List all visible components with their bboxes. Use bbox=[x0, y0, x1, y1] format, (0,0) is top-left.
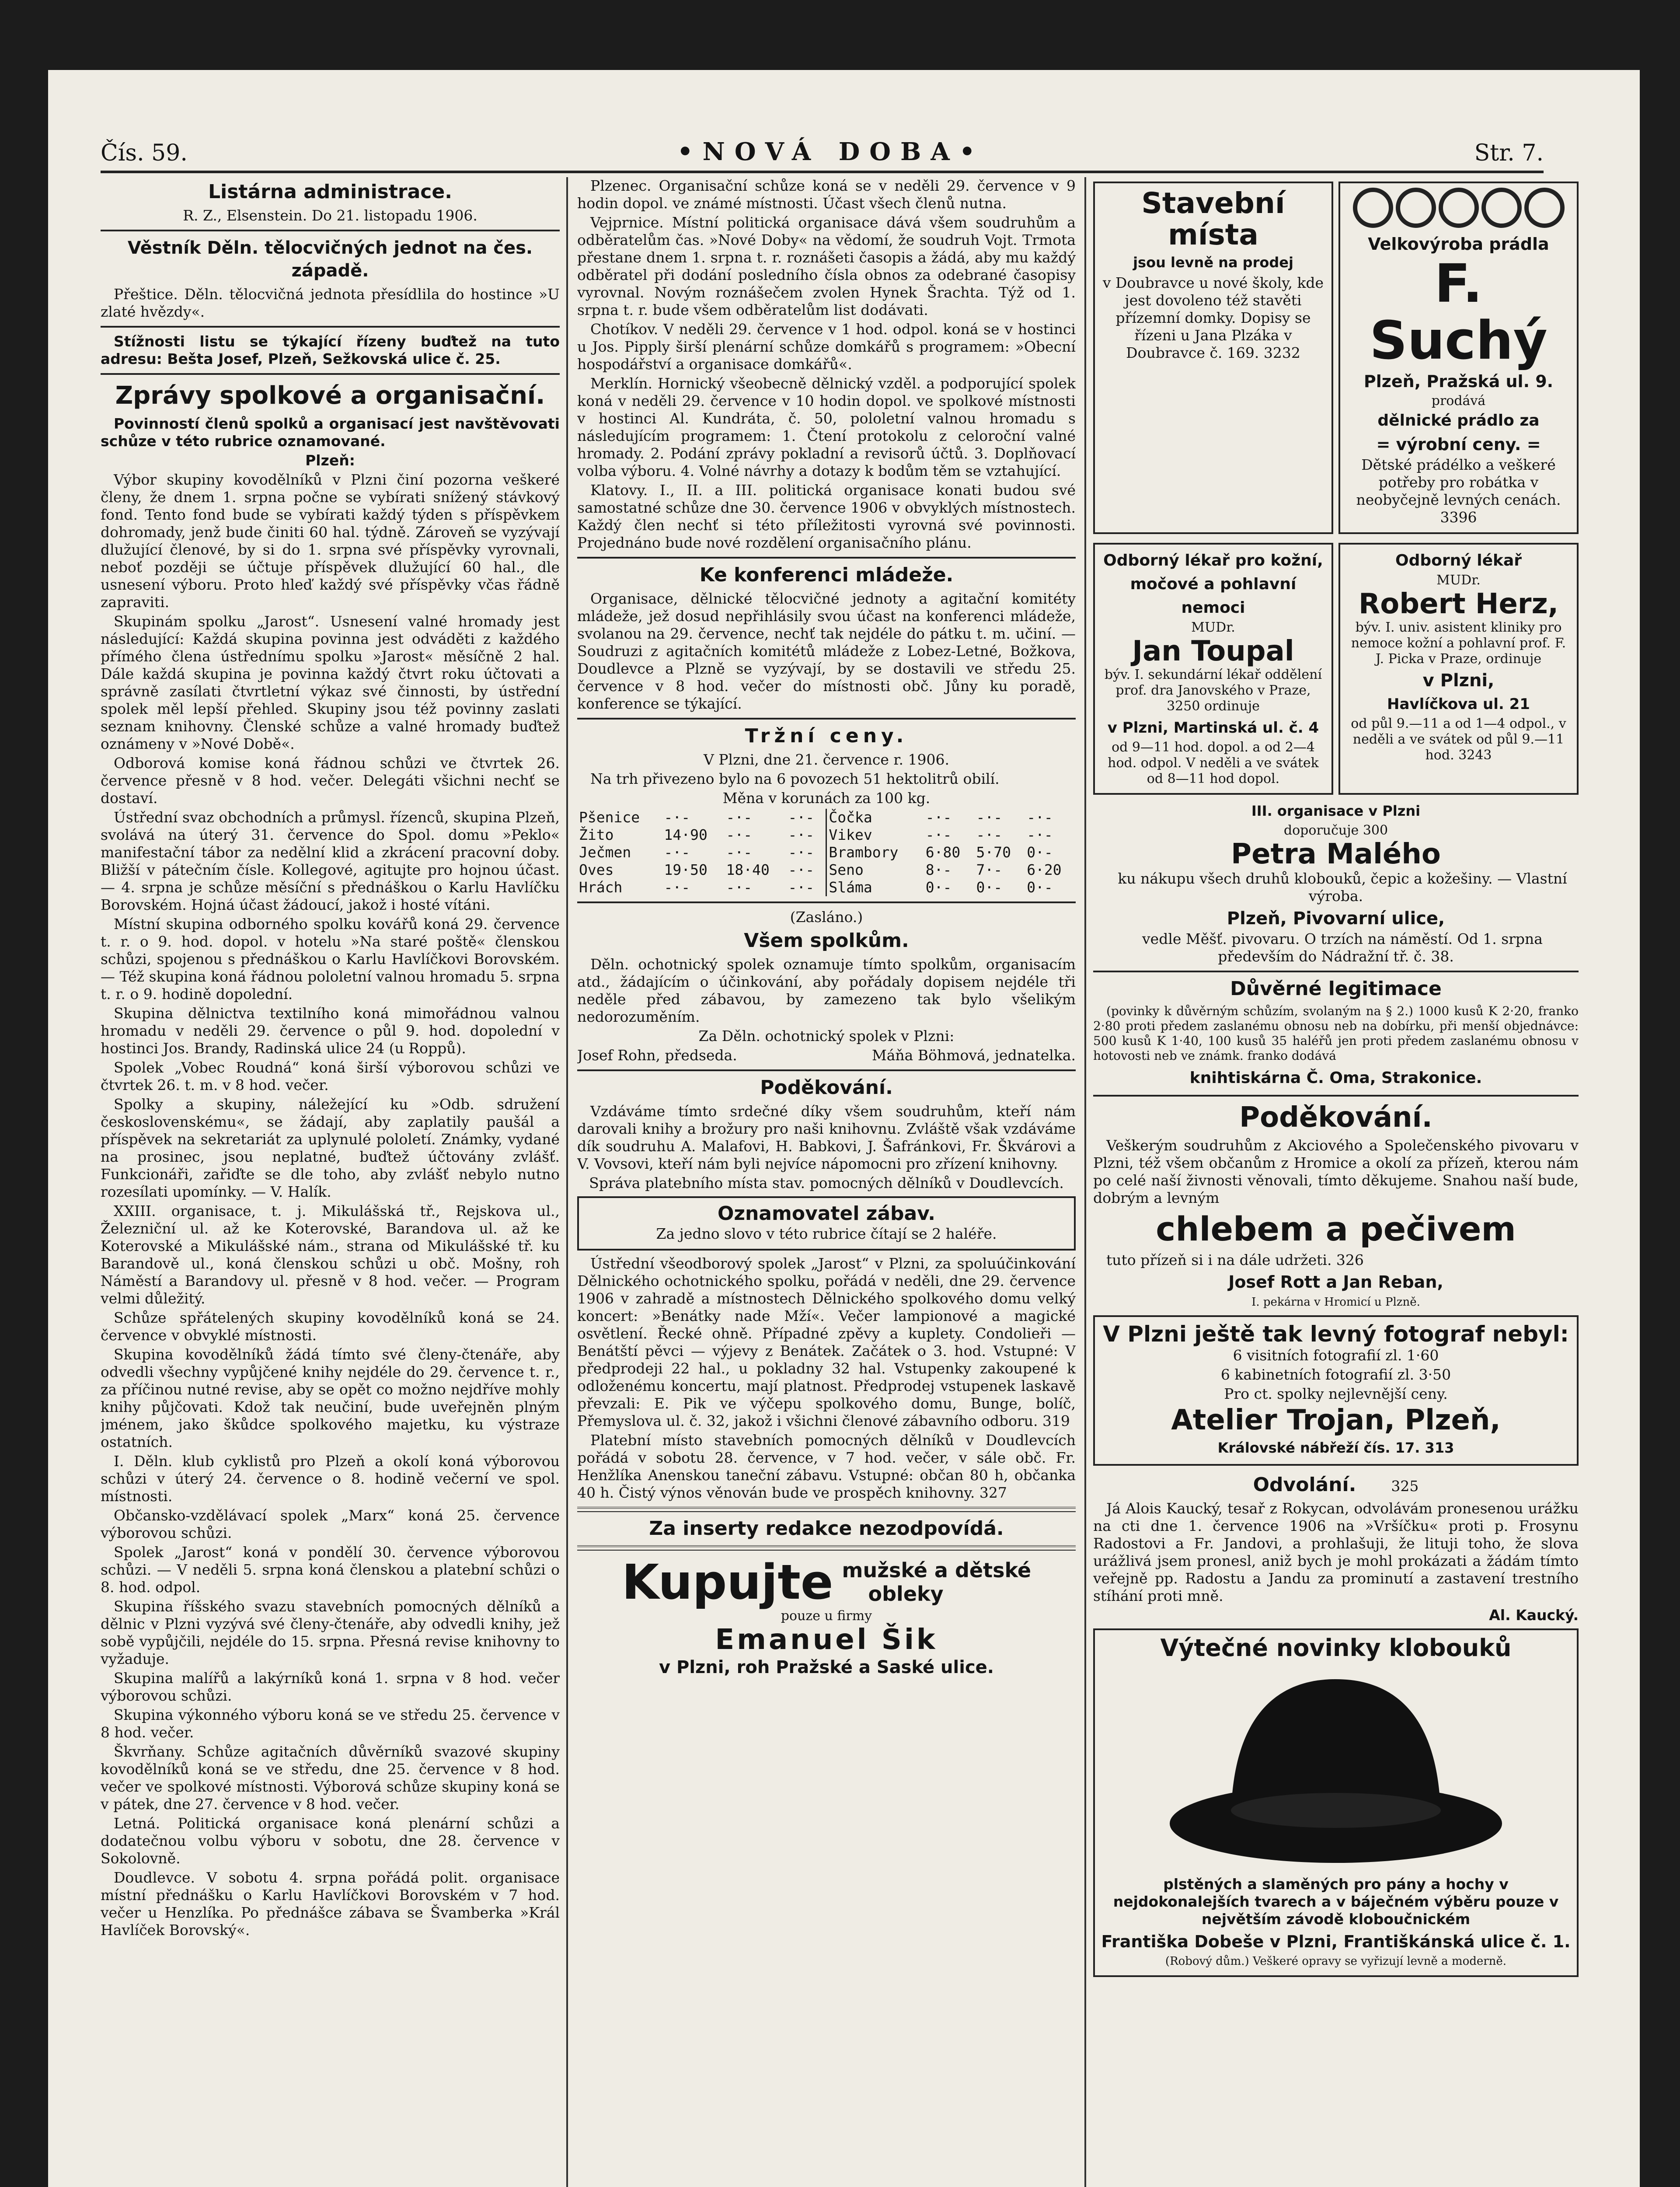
ad-stavebni-mista bbox=[1093, 182, 1333, 534]
table-cell: Brambory bbox=[826, 844, 924, 861]
table-cell: Vikev bbox=[826, 826, 924, 844]
paragraph: Povinností členů spolků a organisací jest navštěvovati schůze v této rubrice oznamované. bbox=[101, 415, 560, 450]
table-cell: -·- bbox=[788, 844, 815, 861]
ad-dobes bbox=[1093, 1628, 1579, 1977]
divider bbox=[577, 1069, 1076, 1071]
paragraph: Stížnosti listu se týkající řízeny buďtež na tuto adresu: Bešta Josef, Plzeň, Sežkovská ulice č. 25. bbox=[101, 333, 560, 367]
ad-title: Výtečné novinky klobouků bbox=[1160, 1634, 1512, 1662]
paragraph: tuto přízeň si i na dále udržeti. 326 bbox=[1106, 1251, 1364, 1268]
paragraph: Veškerým soudruhům z Akciového a Společenského pivovaru v Plzni, též všem občanům z Hromice a okolí za přízeň, kterou nám po celé naší živnosti věnovali, tímto děkujeme. Snahou naší bude, dobrým a levným bbox=[1093, 1137, 1579, 1206]
ad-line: doporučuje 300 bbox=[1283, 823, 1388, 838]
ad-address: Královské nábřeží čís. 17. 313 bbox=[1217, 1439, 1454, 1456]
divider bbox=[577, 718, 1076, 720]
ad-text: ku nákupu všech druhů klobouků, čepic a kožešiny. — Vlastní výroba. bbox=[1118, 870, 1567, 905]
paragraph: Za Děln. ochotnický spolek v Plzni: bbox=[698, 1027, 955, 1045]
divider bbox=[577, 1507, 1076, 1512]
table-cell: -·- bbox=[788, 879, 815, 896]
ad-row bbox=[1093, 177, 1579, 538]
ad-title: Stavební místa bbox=[1141, 186, 1285, 252]
ad-herz bbox=[1338, 543, 1579, 795]
table-cell: -·- bbox=[976, 826, 1003, 843]
ad-address: Plzeň, Pivovarní ulice, bbox=[1227, 908, 1445, 929]
ad-text: od půl 9.—11 a od 1—4 odpol., v neděli a ve svátek od půl 9.—11 hod. 3243 bbox=[1351, 716, 1566, 763]
paragraph: V Plzni, dne 21. července r. 1906. bbox=[704, 751, 949, 768]
ad-line: jsou levně na prodej bbox=[1133, 254, 1293, 271]
ad-line: = výrobní ceny. = bbox=[1376, 435, 1541, 454]
ad-line: Pro ct. spolky nejlevnější ceny. bbox=[1224, 1385, 1448, 1402]
paragraph: Já Alois Kaucký, tesař z Rokycan, odvolávám pronesenou urážku na cti dne 1. července 1906 na »Vršíčku« proti p. Frosynu Radostovi a Fr. Jandovi, a prohlašuji, že lituji toho, že slova urážlivá jsem pronesl, aniž bych je mohl prokázati a žádám tímto veřejně pp. Radostu a Jandu za prominutí a zastavení trestního stíhání proti mně. bbox=[1093, 1500, 1579, 1604]
ad-firm: F. Suchý bbox=[1370, 254, 1548, 371]
section-heading: Ke konferenci mládeže. bbox=[699, 564, 954, 586]
paragraph: (Zasláno.) bbox=[790, 908, 863, 926]
table-cell: 14·90 bbox=[664, 826, 708, 843]
paragraph: Škvrňany. Schůze agitačních důvěrníků svazové skupiny kovodělníků koná se ve středu, dne 25. července v 8 hod. večer ve spolkové místnosti. Výborová schůze skupiny koná se v pátek, dne 27. července v 8 hod. večer. bbox=[101, 1743, 560, 1813]
ad-firm: Emanuel Šik bbox=[715, 1624, 938, 1656]
paragraph: Spolek „Jarost“ koná v pondělí 30. července výborovou schůzi. — V neděli 5. srpna koná členskou a platební schůzi o 8. hod. odpol. bbox=[101, 1544, 560, 1596]
table-cell: Sláma bbox=[826, 879, 924, 896]
table-cell: -·- bbox=[976, 809, 1003, 826]
ad-line: 6 kabinetních fotografií zl. 3·50 bbox=[1220, 1366, 1451, 1383]
section-heading: Důvěrné legitimace bbox=[1230, 978, 1442, 1000]
ad-line: prodává bbox=[1431, 393, 1486, 409]
table-cell: -·- bbox=[726, 809, 753, 826]
paragraph: Správa platebního místa stav. pomocných dělníků v Doudlevcích. bbox=[589, 1174, 1064, 1191]
table-cell: -·- bbox=[925, 809, 952, 826]
ad-line: dělnické prádlo za bbox=[1377, 412, 1540, 430]
odvolani-header bbox=[1093, 1470, 1579, 1500]
table-cell: Pšenice bbox=[579, 809, 640, 826]
ad-name: Petra Malého bbox=[1231, 838, 1441, 870]
ad-text: od 9—11 hod. dopol. a od 2—4 hod. odpol. V neděli a ve svátek od 8—11 hod dopol. bbox=[1108, 740, 1319, 786]
table-cell: -·- bbox=[1027, 826, 1053, 843]
table-cell: -·- bbox=[726, 844, 753, 861]
signature: Máňa Böhmová, jednatelka. bbox=[871, 1047, 1076, 1064]
column-right bbox=[1093, 177, 1579, 2187]
ad-line: MUDr. bbox=[1191, 620, 1235, 635]
divider bbox=[1093, 971, 1579, 972]
ad-word: Kupujte bbox=[621, 1554, 833, 1610]
paragraph: Klatovy. I., II. a III. politická organisace konati budou své samostatné schůze dne 30. července 1906 v obvyklých místnostech. Každý člen nechť si této příležitosti vyrovná své povinnosti. Projednáno bude nové rozdělení organisačního plánu. bbox=[577, 482, 1076, 551]
paragraph: Schůze spřátelených skupiny kovodělníků koná se 24. července v obvyklé místnosti. bbox=[101, 1309, 560, 1344]
divider bbox=[577, 901, 1076, 903]
paragraph: Spolek „Vobec Roudná“ koná širší výborovou schůzi ve čtvrtek 26. t. m. v 8 hod. večer. bbox=[101, 1059, 560, 1094]
paragraph: Vejprnice. Místní politická organisace dává všem soudruhům a odběratelům čas. »Nové Doby« na vědomí, že soudruh Vojt. Trmota přestane dnem 1. srpna t. r. roznášeti časopis a žádá, aby mu každý odběratel při dodání posledního čísla obnos za odebrané časopisy vyrovnal. Novým roznášečem zvolen Hynek Šrachta. Týž od 1. srpna t. r. bude všem odběratelům list dodávati. bbox=[577, 214, 1076, 318]
table-cell: Oves bbox=[579, 861, 614, 878]
paragraph: Letná. Politická organisace koná plenární schůzi a dodatečnou volbu výboru v sobotu, dne 28. července v Sokolovně. bbox=[101, 1815, 560, 1867]
paragraph: Místní skupina odborného spolku kovářů koná 29. července t. r. o 9. hod. dopol. v hotelu »Na staré poště« členskou schůzi, spojenou s přednáškou o Karlu Havlíčkovi Borovském. — Též skupina koná řádnou pololetní valnou hromadu 5. srpna t. r. o 9. hodině dopolední. bbox=[101, 915, 560, 1003]
paragraph: Výbor skupiny kovodělníků v Plzni činí pozorna veškeré členy, že dnem 1. srpna počne se vybírati snížený stávkový fond. Tento fond bude se vybírati každý týden s příspěvkem dohromady, jenž bude činiti 60 hal. týdně. Zároveň se vyzývají dlužující členové, by si do 1. srpna své příspěvky vyrovnali, neboť později se účtuje příspěvek dlužující 60 hal., dle usnesení výboru. Proto hleď každý své příspěvky včas řádně zapraviti. bbox=[101, 471, 560, 611]
ad-name: Robert Herz, bbox=[1359, 588, 1558, 620]
paragraph: Odborová komise koná řádnou schůzi ve čtvrtek 26. července přesně v 8 hod. večer. Delegáti všichni nechť se dostaví. bbox=[101, 755, 560, 807]
ad-title: Odborný lékař pro kožní, močové a pohlavní nemoci bbox=[1103, 552, 1323, 617]
section-heading: Věstník Děln. tělocvičných jednot na čes. západě. bbox=[127, 238, 533, 281]
ad-text: (Robový dům.) Veškeré opravy se vyřizují levně a moderně. bbox=[1165, 1955, 1507, 1968]
table-cell: -·- bbox=[1027, 809, 1053, 826]
table-cell: 18·40 bbox=[726, 861, 770, 878]
section-heading: Za inserty redakce nezodpovídá. bbox=[649, 1517, 1004, 1540]
table-cell: 8·- bbox=[925, 861, 952, 878]
ad-line: mužské a dětské bbox=[842, 1558, 1032, 1582]
paragraph: Ústřední všeodborový spolek „Jarost“ v Plzni, za spoluúčinkování Dělnického ochotnického spolku, pořádá v neděli, dne 29. července 1906 v zahradě a místnostech Dělnického spolkového domu velký koncert: »Benátky nade Mží«. Večer lampionové a magické osvětlení. Řecké ohně. Případné zpěvy a kuplety. Condolieři — Benátští pěvci — výjevy z Benátek. Začátek o 3. hod. Vstupné: V předprodeji 22 hal., u pokladny 32 hal. Vstupenky zakoupené k odloženému koncertu, mají platnost. Předprodej vstupenek laskavě převzali: E. Pik ve výčepu spolkového domu, Bunge, bolíč, Přemyslova ul. č. 32, jakož i všichni členové zábavního odboru. 319 bbox=[577, 1255, 1076, 1429]
paragraph: Na trh přivezeno bylo na 6 povozech 51 hektolitrů obilí. bbox=[590, 770, 1000, 787]
table-cell: Seno bbox=[826, 861, 924, 879]
ad-name: Jan Toupal bbox=[1132, 635, 1294, 667]
table-row bbox=[577, 861, 1076, 879]
divider bbox=[577, 1545, 1076, 1551]
column-divider bbox=[1084, 177, 1086, 2187]
ad-title: Velkovýroba prádla bbox=[1368, 234, 1549, 254]
masthead-title: •NOVÁ DOBA• bbox=[677, 137, 985, 166]
page-header bbox=[101, 122, 1544, 173]
column-divider bbox=[566, 177, 568, 2187]
table-cell: 0·- bbox=[1027, 879, 1053, 896]
table-cell: Ječmen bbox=[579, 844, 631, 861]
paragraph: Doudlevce. V sobotu 4. srpna pořádá polit. organisace místní přednášku o Karlu Havlíčkovi Borovském v 7 hod. večer u Henzlíka. Po přednášce zábava se Švamberka »Král Havlíček Borovský«. bbox=[101, 1869, 560, 1939]
section-heading: Odvolání. bbox=[1253, 1474, 1356, 1496]
ad-address: Havlíčkova ul. 21 bbox=[1387, 695, 1530, 713]
ad-address: Plzeň, Pražská ul. 9. bbox=[1363, 372, 1554, 391]
ad-text: býv. I. univ. asistent kliniky pro nemoce kožní a pohlavní prof. F. J. Picka v Praze, ordinuje bbox=[1351, 620, 1566, 667]
table-cell: 6·20 bbox=[1027, 861, 1062, 878]
ad-text: býv. I. sekundární lékař oddělení prof. dra Janovského v Praze, 3250 ordinuje bbox=[1104, 667, 1322, 714]
table-cell: 5·70 bbox=[976, 844, 1011, 861]
paragraph: Měna v korunách za 100 kg. bbox=[722, 790, 931, 807]
ad-text: plstěných a slaměných pro pány a hochy v nejdokonalejších tvarech a v báječném výběru pouze v největším závodě kloboučnickém bbox=[1113, 1876, 1559, 1928]
ad-maly bbox=[1093, 799, 1579, 965]
ad-title: V Plzni ještě tak levný fotograf nebyl: bbox=[1103, 1321, 1569, 1347]
table-cell: -·- bbox=[664, 809, 690, 826]
paragraph: Přeštice. Děln. tělocvičná jednota přesídlila do hostince »U zlaté hvězdy«. bbox=[101, 286, 560, 320]
ad-line: 6 visitních fotografií zl. 1·60 bbox=[1233, 1347, 1439, 1364]
ad-firm: Atelier Trojan, Plzeň, bbox=[1171, 1404, 1501, 1436]
paragraph: (povinky k důvěrným schůzím, svolaným na § 2.) 1000 kusů K 2·20, franko 2·80 proti předem zaslanému obnosu neb na dobírku, při menší objednávce: 500 kusů K 1·40, 100 kusů 35 haléřů jen proti předem zaslanému obnosu v hotovosti neb ve známk. franko dodává bbox=[1093, 1004, 1579, 1063]
page-number: Str. 7. bbox=[1474, 140, 1544, 166]
paragraph: I. Děln. klub cyklistů pro Plzeň a okolí koná výborovou schůzi v úterý 24. července o 8. hodině večerní ve spol. místnosti. bbox=[101, 1453, 560, 1505]
ad-big-line: chlebem a pečivem bbox=[1156, 1209, 1516, 1248]
section-heading: Poděkování. bbox=[760, 1076, 893, 1099]
signature: Josef Rohn, předseda. bbox=[577, 1047, 737, 1064]
divider bbox=[101, 230, 560, 231]
ad-firm: Františka Dobeše v Plzni, Františkánská ulice č. 1. bbox=[1101, 1932, 1571, 1951]
paragraph: Spolky a skupiny, náležející ku »Odb. sdružení československému«, se žádají, aby zaplatily paušál a příspěvek na sekretariát za uplynulé pololetí. Známky, vydané na prosinec, jsou neplatné, buďtež účtovány zvlášť. Funkcionáři, zařiďte se dle toho, aby zvlášť nebylo nutno rozesílati upomínky. — V. Halík. bbox=[101, 1096, 560, 1200]
ad-text: v Doubravce u nové školy, kde jest dovoleno též stavěti přízemní domky. Dopisy se řízeni u Jana Plzáka v Doubravce č. 169. 3232 bbox=[1102, 274, 1324, 361]
signature: Josef Rott a Jan Reban, bbox=[1228, 1272, 1443, 1292]
signature: Al. Kaucký. bbox=[1489, 1607, 1579, 1624]
paragraph: XXIII. organisace, t. j. Mikulášská tř., Rejskova ul., Železniční ul. až ke Koterovské, Barandova ul. až ke Koterovské a Mikulášské nám., strana od Mikulášské tř. ku Barandově ul., koná členskou schůzi u obč. Mošny, roh Náměstí a Barandovy ul. přesně v 8 hod. večer. — Program velmi důležitý. bbox=[101, 1202, 560, 1307]
section-heading: Oznamovatel zábav. bbox=[717, 1202, 936, 1225]
divider bbox=[101, 373, 560, 375]
subheading: Plzeň: bbox=[305, 452, 355, 469]
divider bbox=[577, 557, 1076, 559]
ad-firm: knihtiskárna Č. Oma, Strakonice. bbox=[1189, 1069, 1482, 1087]
ad-row bbox=[1093, 538, 1579, 799]
table-cell: -·- bbox=[788, 809, 815, 826]
table-cell: Čočka bbox=[826, 809, 924, 826]
paragraph: Vzdáváme tímto srdečné díky všem soudruhům, kteří nám darovali knihy a brožury pro naši knihovnu. Zvláště však vzdáváme dík soudruhu A. Malafovi, H. Babkovi, J. Šafránkovi, Fr. Škvárovi a V. Vovsovi, kteří nám byli nejvíce nápomocni pro zřízení knihovny. bbox=[577, 1103, 1076, 1172]
section-heading: Všem spolkům. bbox=[744, 929, 909, 952]
ad-trojan bbox=[1093, 1315, 1579, 1466]
divider bbox=[101, 326, 560, 328]
table-cell: -·- bbox=[788, 861, 815, 878]
section-heading: Tržní ceny. bbox=[745, 725, 908, 747]
table-cell: -·- bbox=[664, 879, 690, 896]
paragraph: Skupina kovodělníků žádá tímto své členy-čtenáře, aby odvedli všechny vypůjčené knihy nejdéle do 29. července t. r., za příčinou nutné revise, aby se opět co možno nejdříve mohly knihy půjčovati. Kdož tak neučiní, bude uveřejněn plným jménem, jako škůdce spolkového majetku, ku výstraze ostatních. bbox=[101, 1346, 560, 1450]
table-cell: -·- bbox=[726, 879, 753, 896]
section-heading: Listárna administrace. bbox=[208, 181, 452, 203]
signature-row bbox=[577, 1047, 1076, 1064]
column-left bbox=[101, 177, 560, 2187]
table-row bbox=[577, 879, 1076, 896]
table-cell: Žito bbox=[579, 826, 614, 843]
hoops-ornament bbox=[1346, 188, 1571, 228]
paragraph: Občansko-vzdělávací spolek „Marx“ koná 25. července výborovou schůzi. bbox=[101, 1507, 560, 1541]
table-cell: 19·50 bbox=[664, 861, 708, 878]
ad-line: pouze u firmy bbox=[781, 1608, 872, 1624]
paragraph: R. Z., Elsenstein. Do 21. listopadu 1906. bbox=[183, 207, 478, 224]
paragraph: Skupina výkonného výboru koná se ve středu 25. července v 8 hod. večer. bbox=[101, 1706, 560, 1741]
issue-number: Čís. 59. bbox=[101, 140, 188, 166]
ad-suchy bbox=[1338, 182, 1579, 534]
ad-title: Odborný lékař bbox=[1395, 552, 1522, 569]
ad-address: v Plzni, Martinská ul. č. 4 bbox=[1107, 719, 1319, 737]
signature: I. pekárna v Hromicí u Plzně. bbox=[1251, 1296, 1420, 1309]
section-heading: Zprávy spolkové a organisační. bbox=[115, 381, 545, 410]
paragraph: Platební místo stavebních pomocných dělníků v Doudlevcích pořádá v sobotu 28. července, v 7 hod. večer, v sále obč. Fr. Henžlíka Anenskou taneční zábavu. Vstupné: občan 80 h, občanka 40 h. Čistý výnos věnován bude ve prospěch knihovny. 327 bbox=[577, 1432, 1076, 1501]
paragraph: Skupina malířů a lakýrníků koná 1. srpna v 8 hod. večer výborovou schůzi. bbox=[101, 1670, 560, 1704]
ad-address: v Plzni, bbox=[1422, 671, 1495, 691]
column-middle bbox=[577, 177, 1076, 2187]
table-cell: 7·- bbox=[976, 861, 1003, 878]
table-row bbox=[577, 826, 1076, 844]
table-cell: -·- bbox=[788, 826, 815, 843]
ad-number: 325 bbox=[1391, 1478, 1419, 1495]
ad-text: Dětské prádélko a veškeré potřeby pro robátka v neobyčejně levných cenách. 3396 bbox=[1356, 456, 1561, 526]
section-heading: Poděkování. bbox=[1239, 1101, 1433, 1134]
table-cell: 6·80 bbox=[925, 844, 961, 861]
table-cell: -·- bbox=[664, 844, 690, 861]
paragraph: Za jedno slovo v této rubrice čítají se 2 haléře. bbox=[656, 1225, 997, 1242]
paragraph: Merklín. Hornický všeobecně dělnický vzděl. a podporující spolek koná v neděli 29. července v 10 hodin dopol. ve spolkové místnosti v hostinci Al. Kundráta, č. 50, pololetní valnou hromadu s následujícím programem: 1. Čtení protokolu z celoroční valné hromady. 2. Podání zprávy pokladní a revisorů účtů. 3. Doplňovací volba výboru. 4. Volné návrhy a dotazy k bodům těm se vztahující. bbox=[577, 375, 1076, 479]
table-cell: Hrách bbox=[579, 879, 623, 896]
table-cell: -·- bbox=[925, 826, 952, 843]
table-cell: 0·- bbox=[976, 879, 1003, 896]
ad-toupal bbox=[1093, 543, 1333, 795]
paragraph: Chotíkov. V neděli 29. července v 1 hod. odpol. koná se v hostinci u Jos. Pipply širší plenární schůze domkářů s programem: »Obecní hospodářství a organisace domkářů«. bbox=[577, 321, 1076, 373]
paragraph: Skupina říšského svazu stavebních pomocných dělníků a dělnic v Plzni vyzývá své členy-čtenáře, aby odvedli knihy, jež sobě vypůjčili, nejdéle do 15. srpna. Přesná revise knihovny to vyžaduje. bbox=[101, 1598, 560, 1667]
notice-box bbox=[577, 1196, 1076, 1251]
newspaper-page bbox=[48, 70, 1640, 2187]
table-row bbox=[577, 809, 1076, 826]
paragraph: Skupinám spolku „Jarost“. Usnesení valné hromady jest následující: Každá skupina povinna jest odváděti z každého přímého člena ústřednímu spolku »Jarost« měsíčně 2 hal. Dále každá skupina je povinna každý čtvrt roku účtovati a správně zasílati čtvrtletní výkaz své činnosti, by ústřední spolek měl lepší přehled. Skupiny jsou též povinny zaslati seznam knihovny. Členské schůze a valné hromady buďtež oznámeny v »Nové Době«. bbox=[101, 613, 560, 752]
ad-address: v Plzni, roh Pražské a Saské ulice. bbox=[659, 1657, 994, 1677]
paragraph: Plzenec. Organisační schůze koná se v neděli 29. července v 9 hodin dopol. ve známé místnosti. Účast všech členů nutna. bbox=[577, 177, 1076, 212]
ad-sik bbox=[577, 1556, 1076, 1679]
paragraph: Ústřední svaz obchodních a průmysl. řízenců, skupina Plzeň, svolává na úterý 31. července do Spol. domu »Peklo« manifestační tábor za nedělní klid a zkrácení pracovní doby. Bližší v pátečním čísle. Kollegové, agitujte pro hojnou účast. — 4. srpna je schůze měsíční s přednáškou o Karlu Havlíčku Borovském. Hojná účast žádoucí, jakož i hosté vítáni. bbox=[101, 809, 560, 913]
paragraph: Organisace, dělnické tělocvičné jednoty a agitační komitéty mládeže, jež dosud nepřihlásily svou účast na konferenci mládeže, svolanou na 29. července, nechť tak nejdéle do pátku t. m. učiní. — Soudruzi z agitačních komitétů mládeže z Lobez-Letné, Božkova, Doudlevce a Plzně se vyzývají, by se dostavili ve středu 25. července v 8 hod. večer do místnosti obč. Jůny ku poradě, konference se týkající. bbox=[577, 590, 1076, 712]
ad-text: vedle Měšť. pivovaru. O trzích na náměstí. Od 1. srpna především do Nádražní tř. č. 38. bbox=[1142, 930, 1543, 965]
grain-price-table bbox=[577, 809, 1076, 896]
table-cell: 0·- bbox=[1027, 844, 1053, 861]
table-row bbox=[577, 844, 1076, 861]
ad-line: obleky bbox=[868, 1582, 944, 1606]
paragraph: Skupina dělnictva textilního koná mimořádnou valnou hromadu v neděli 29. července o půl 9. hod. dopolední v hostinci Jos. Brandy, Radinská ulice 24 (u Roppů). bbox=[101, 1005, 560, 1057]
ad-line: III. organisace v Plzni bbox=[1251, 803, 1421, 819]
bowler-hat-icon bbox=[1165, 1666, 1506, 1867]
ad-line: MUDr. bbox=[1436, 573, 1481, 588]
table-cell: -·- bbox=[726, 826, 753, 843]
divider bbox=[1093, 1095, 1579, 1097]
paragraph: Děln. ochotnický spolek oznamuje tímto spolkům, organisacím atd., žádajícím o účinkování, aby pořádaly dopisem nejdéle tři neděle před zábavou, by zamezeno tak bylo všelikým nedorozuměním. bbox=[577, 956, 1076, 1025]
table-cell: 0·- bbox=[925, 879, 952, 896]
